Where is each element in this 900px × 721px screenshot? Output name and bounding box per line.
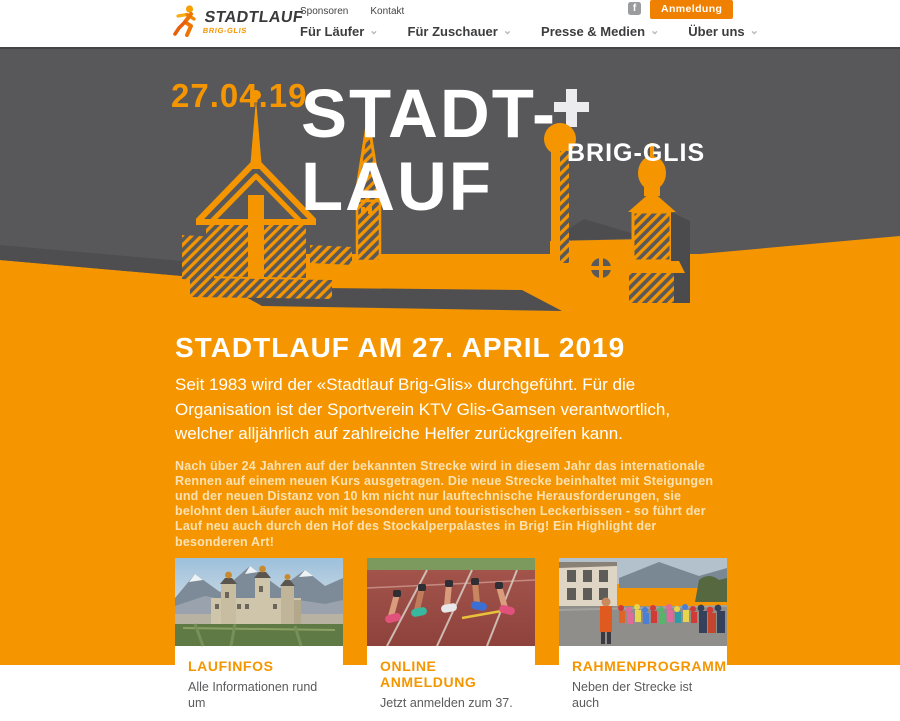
logo-title: STADTLAUF: [203, 8, 305, 26]
site-logo[interactable]: [172, 4, 305, 40]
chevron-down-icon: ⌄: [650, 25, 660, 37]
hero-event-date: 27.04.19: [171, 77, 308, 114]
card-rahmenprogramm[interactable]: [559, 558, 727, 721]
main-nav: [300, 24, 759, 39]
card-body: [175, 646, 343, 721]
nav-fuer-zuschauer[interactable]: [408, 24, 513, 39]
top-links: [300, 6, 404, 17]
card-text: Neben der Strecke ist auch: [572, 679, 693, 710]
stockalper-palace-photo[interactable]: [175, 558, 343, 646]
crowd-children-photo[interactable]: [559, 558, 727, 646]
site-header: [0, 0, 900, 47]
facebook-icon[interactable]: f: [628, 2, 641, 15]
hero-title-line2: LAUF: [301, 148, 493, 225]
nav-ueber-uns[interactable]: [688, 24, 759, 39]
nav-label: Über uns: [688, 24, 745, 39]
anmeldung-button[interactable]: Anmeldung: [650, 0, 733, 19]
card-body: [559, 646, 727, 721]
running-track-photo[interactable]: [367, 558, 535, 646]
intro-section: [0, 330, 900, 710]
top-link-sponsoren[interactable]: Sponsoren: [300, 6, 349, 17]
card-online-anmeldung[interactable]: [367, 558, 535, 721]
chevron-down-icon: ⌄: [369, 25, 379, 37]
logo-subtitle: BRIG-GLIS: [202, 25, 248, 35]
card-title[interactable]: RAHMENPROGRAMM: [572, 657, 727, 674]
chevron-down-icon: ⌄: [749, 25, 759, 37]
hero-banner: [0, 47, 900, 330]
nav-presse-medien[interactable]: [541, 24, 659, 39]
teaser-cards: [175, 558, 727, 721]
intro-paragraph: Seit 1983 wird der «Stadtlauf Brig-Glis» durchgeführt. Für die Organisation ist der Sportverein KTV Glis-Gamsen verantwortlich, welcher alljährlich auf zahlreiche Helfer zurückgreifen kann.: [175, 375, 671, 443]
top-link-kontakt[interactable]: Kontakt: [370, 6, 405, 17]
header-right: [628, 0, 733, 19]
detail-paragraph: Nach über 24 Jahren auf der bekannten Strecke wird in diesem Jahr das internationale Rennen auf einem neuen Kurs ausgetragen. Die neue Strecke beinhaltet mit Steigungen und der neuen Distanz von 10 km nicht nur lauftechnische Herausforderungen, sie belohnt den Läufer auch mit besonderen und touristischen Leckerbissen - so führt der Lauf neu auch durch den Hof des Stockalperpalastes in Brig! Ein Highlight der besonderen Art!: [175, 458, 714, 549]
nav-label: Presse & Medien: [541, 24, 646, 39]
card-title[interactable]: ONLINE ANMELDUNG: [380, 657, 477, 690]
card-body: [367, 646, 535, 721]
logo-text: [202, 10, 304, 35]
nav-label: Für Zuschauer: [407, 24, 498, 39]
nav-label: Für Läufer: [300, 24, 365, 39]
card-text: Alle Informationen rund um: [188, 679, 318, 710]
chevron-down-icon: ⌄: [502, 25, 513, 37]
hero-title-line1: STADT-: [301, 75, 558, 152]
card-laufinfos[interactable]: [175, 558, 343, 721]
card-text: Jetzt anmelden zum 37.: [380, 695, 513, 710]
hero-subtitle: BRIG-GLIS: [567, 139, 706, 167]
hero-title: [301, 77, 557, 223]
nav-fuer-laeufer[interactable]: [300, 24, 379, 39]
page-title: STADTLAUF AM 27. APRIL 2019: [175, 332, 626, 363]
card-title[interactable]: LAUFINFOS: [188, 657, 274, 674]
runner-icon: [172, 4, 202, 40]
